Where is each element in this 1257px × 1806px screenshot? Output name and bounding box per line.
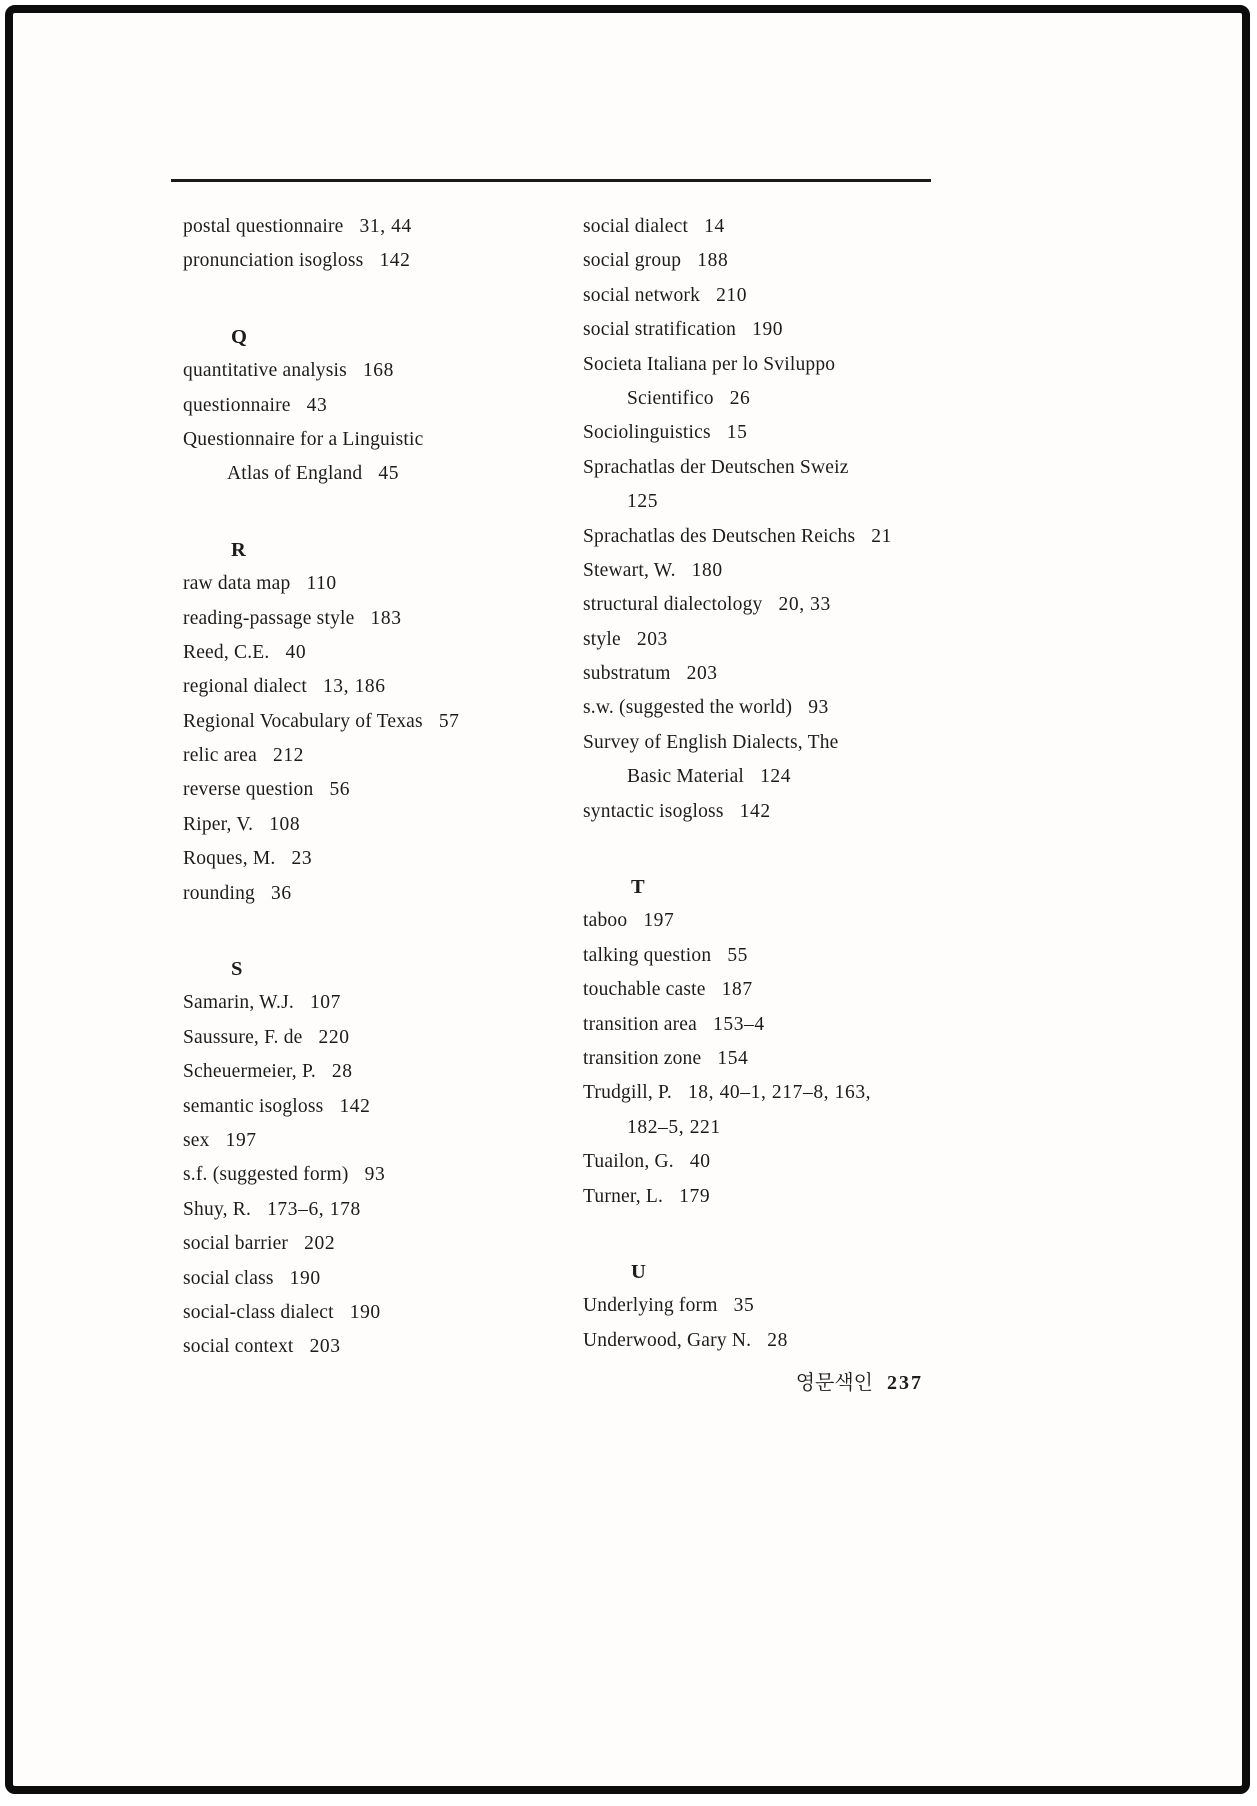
index-entry	[583, 1076, 1013, 1110]
entry-pages: 21	[871, 525, 892, 547]
entry-term: reading-passage style	[183, 607, 355, 629]
entry-term: Scientifico	[627, 387, 714, 409]
entry-pages: 153–4	[713, 1013, 765, 1035]
index-entry	[183, 1124, 578, 1158]
index-entry	[183, 1158, 578, 1192]
entry-pages: 45	[378, 463, 400, 485]
entry-pages: 203	[636, 628, 668, 650]
index-entry	[183, 986, 578, 1020]
index-entry	[583, 1289, 1013, 1323]
entry-pages: 23	[291, 848, 313, 870]
index-entry	[183, 808, 578, 842]
index-entry	[583, 348, 1013, 382]
entry-term: social barrier	[183, 1233, 289, 1255]
index-entry	[583, 657, 1013, 691]
entry-term: s.f. (suggested form)	[183, 1164, 349, 1186]
entry-term: Stewart, W.	[583, 559, 676, 581]
entry-term: touchable caste	[583, 979, 706, 1001]
entry-term: pronunciation isogloss	[183, 250, 364, 272]
index-entry	[183, 1090, 578, 1124]
index-entry-continuation	[183, 457, 578, 491]
section-letter: S	[231, 958, 243, 981]
index-entry	[583, 691, 1013, 725]
entry-term: reverse question	[183, 779, 314, 801]
entry-term: Underlying form	[583, 1295, 718, 1317]
entry-pages: 93	[364, 1164, 386, 1186]
index-entry	[583, 210, 1013, 244]
index-entry	[183, 877, 578, 911]
entry-term: social class	[183, 1267, 274, 1289]
index-entry	[183, 1021, 578, 1055]
entry-term: Roques, M.	[183, 848, 276, 870]
entry-term: social dialect	[583, 216, 689, 237]
section-spacer	[583, 829, 1013, 870]
entry-pages: 40	[689, 1151, 711, 1173]
entry-term: social network	[583, 284, 701, 306]
section-spacer	[183, 911, 578, 952]
index-column-left	[183, 210, 578, 1365]
entry-pages: 107	[309, 992, 341, 1014]
entry-term: questionnaire	[183, 394, 291, 416]
entry-term: postal questionnaire	[183, 216, 344, 237]
index-entry	[183, 602, 578, 636]
entry-pages: 187	[721, 979, 753, 1001]
entry-pages: 43	[306, 394, 328, 416]
scanned-page	[5, 5, 1250, 1794]
index-entry	[583, 1008, 1013, 1042]
entry-term: Sprachatlas des Deutschen Reichs	[583, 525, 856, 547]
entry-pages: 26	[729, 387, 751, 409]
entry-term: Turner, L.	[583, 1185, 664, 1207]
entry-pages: 55	[727, 944, 749, 966]
entry-pages: 183	[370, 607, 402, 629]
index-entry	[183, 567, 578, 601]
entry-pages: 188	[697, 250, 729, 272]
entry-term: Samarin, W.J.	[183, 992, 294, 1014]
entry-term: transition zone	[583, 1047, 702, 1069]
index-entry-continuation	[583, 760, 1013, 794]
entry-term: Regional Vocabulary of Texas	[183, 710, 423, 732]
entry-pages: 56	[329, 779, 351, 801]
entry-pages: 220	[318, 1026, 350, 1048]
index-entry	[183, 773, 578, 807]
entry-pages: 190	[349, 1301, 381, 1323]
entry-term: quantitative analysis	[183, 360, 347, 382]
entry-term: Riper, V.	[183, 813, 254, 835]
index-entry	[583, 520, 1013, 554]
entry-pages: 173–6, 178	[267, 1198, 361, 1220]
entry-term: style	[583, 628, 621, 650]
entry-term: transition area	[583, 1013, 697, 1035]
entry-pages: 35	[733, 1295, 755, 1317]
index-entry	[183, 1055, 578, 1089]
entry-pages: 15	[726, 422, 748, 444]
entry-term: Tuailon, G.	[583, 1151, 674, 1173]
entry-term: regional dialect	[183, 676, 307, 698]
section-header	[583, 870, 1013, 904]
entry-pages: 154	[717, 1047, 749, 1069]
entry-term: semantic isogloss	[183, 1095, 324, 1117]
index-entry	[583, 244, 1013, 278]
index-entry	[583, 1180, 1013, 1214]
index-entry	[583, 279, 1013, 313]
entry-term: Atlas of England	[227, 463, 363, 485]
entry-term: Trudgill, P.	[583, 1082, 672, 1104]
entry-pages: 142	[379, 250, 411, 272]
entry-term: Basic Material	[627, 766, 745, 788]
index-entry	[583, 726, 1013, 760]
index-entry	[183, 670, 578, 704]
entry-term: rounding	[183, 882, 256, 904]
entry-pages: 31, 44	[359, 216, 412, 237]
entry-pages: 28	[331, 1061, 353, 1083]
page-footer	[633, 1366, 923, 1395]
entry-pages: 40	[285, 641, 307, 663]
entry-term: substratum	[583, 663, 671, 685]
section-letter: T	[631, 876, 645, 899]
entry-pages: 125	[627, 491, 659, 513]
index-entry-continuation	[583, 485, 1013, 519]
section-letter: Q	[231, 325, 247, 348]
section-letter: R	[231, 538, 246, 561]
entry-pages: 203	[309, 1336, 341, 1358]
index-entry	[183, 354, 578, 388]
entry-pages: 124	[760, 766, 792, 788]
entry-term: Questionnaire for a Linguistic	[183, 428, 424, 450]
entry-pages: 28	[767, 1329, 788, 1351]
entry-pages: 180	[691, 559, 723, 581]
entry-pages: 190	[752, 319, 784, 341]
footer-page-number: 237	[887, 1372, 923, 1394]
index-entry	[583, 973, 1013, 1007]
entry-pages: 182–5, 221	[627, 1116, 721, 1138]
section-letter: U	[631, 1260, 646, 1283]
entry-term: syntactic isogloss	[583, 800, 724, 822]
index-entry	[183, 389, 578, 423]
entry-pages: 20, 33	[778, 594, 831, 616]
entry-pages: 142	[739, 800, 771, 822]
entry-term: Reed, C.E.	[183, 641, 270, 663]
entry-pages: 203	[686, 663, 718, 685]
entry-pages: 212	[272, 745, 305, 767]
index-entry	[183, 423, 578, 457]
index-entry	[183, 636, 578, 670]
section-spacer	[183, 279, 578, 320]
index-entry	[583, 1145, 1013, 1179]
entry-term: structural dialectology	[583, 594, 763, 616]
entry-term: Sprachatlas der Deutschen Sweiz	[583, 456, 849, 478]
entry-term: Scheuermeier, P.	[183, 1061, 316, 1083]
index-entry	[183, 1193, 578, 1227]
index-entry	[583, 416, 1013, 450]
entry-term: raw data map	[183, 573, 291, 595]
entry-term: social-class dialect	[183, 1301, 334, 1323]
entry-pages: 14	[704, 216, 725, 237]
entry-pages: 36	[271, 882, 292, 904]
section-spacer	[583, 1214, 1013, 1255]
section-spacer	[183, 492, 578, 533]
entry-term: social stratification	[583, 319, 737, 341]
index-entry	[583, 939, 1013, 973]
index-entry-continuation	[583, 1111, 1013, 1145]
entry-pages: 202	[304, 1233, 336, 1255]
index-entry	[183, 210, 578, 244]
index-entry	[583, 795, 1013, 829]
entry-pages: 57	[438, 710, 460, 732]
entry-pages: 13, 186	[322, 676, 386, 698]
entry-pages: 197	[225, 1129, 257, 1151]
entry-term: Survey of English Dialects, The	[583, 731, 839, 753]
index-column-right	[583, 210, 1013, 1358]
entry-pages: 210	[716, 284, 748, 306]
top-rule	[171, 179, 931, 182]
index-entry	[583, 588, 1013, 622]
index-entry	[183, 1296, 578, 1330]
entry-term: social group	[583, 250, 682, 272]
section-header	[183, 952, 578, 986]
index-entry	[583, 904, 1013, 938]
entry-term: Sociolinguistics	[583, 422, 711, 444]
index-entry	[583, 1042, 1013, 1076]
entry-pages: 179	[679, 1185, 711, 1207]
entry-pages: 18, 40–1, 217–8, 163,	[687, 1082, 872, 1104]
section-header	[183, 533, 578, 567]
entry-term: taboo	[583, 910, 628, 932]
entry-pages: 142	[339, 1095, 371, 1117]
entry-pages: 197	[643, 910, 675, 932]
index-entry	[183, 739, 578, 773]
index-entry	[183, 1262, 578, 1296]
index-entry	[183, 244, 578, 278]
entry-pages: 168	[362, 360, 395, 382]
index-entry	[583, 1324, 1013, 1358]
entry-pages: 108	[269, 813, 301, 835]
section-header	[183, 320, 578, 354]
entry-term: Underwood, Gary N.	[583, 1329, 752, 1351]
section-header	[583, 1255, 1013, 1289]
entry-term: Societa Italiana per lo Sviluppo	[583, 353, 836, 375]
index-entry	[183, 705, 578, 739]
index-entry	[583, 451, 1013, 485]
entry-term: talking question	[583, 944, 712, 966]
entry-term: s.w. (suggested the world)	[583, 697, 793, 719]
index-entry-continuation	[583, 382, 1013, 416]
index-entry	[183, 842, 578, 876]
entry-pages: 190	[289, 1267, 321, 1289]
index-entry	[183, 1330, 578, 1364]
entry-term: Saussure, F. de	[183, 1026, 303, 1048]
index-entry	[583, 554, 1013, 588]
entry-term: Shuy, R.	[183, 1198, 252, 1220]
footer-label: 영문색인	[795, 1372, 873, 1394]
index-entry	[183, 1227, 578, 1261]
entry-term: relic area	[183, 745, 257, 767]
entry-term: social context	[183, 1336, 294, 1358]
entry-pages: 93	[808, 697, 829, 719]
index-entry	[583, 313, 1013, 347]
index-entry	[583, 623, 1013, 657]
entry-pages: 110	[306, 573, 337, 595]
entry-term: sex	[183, 1129, 210, 1151]
